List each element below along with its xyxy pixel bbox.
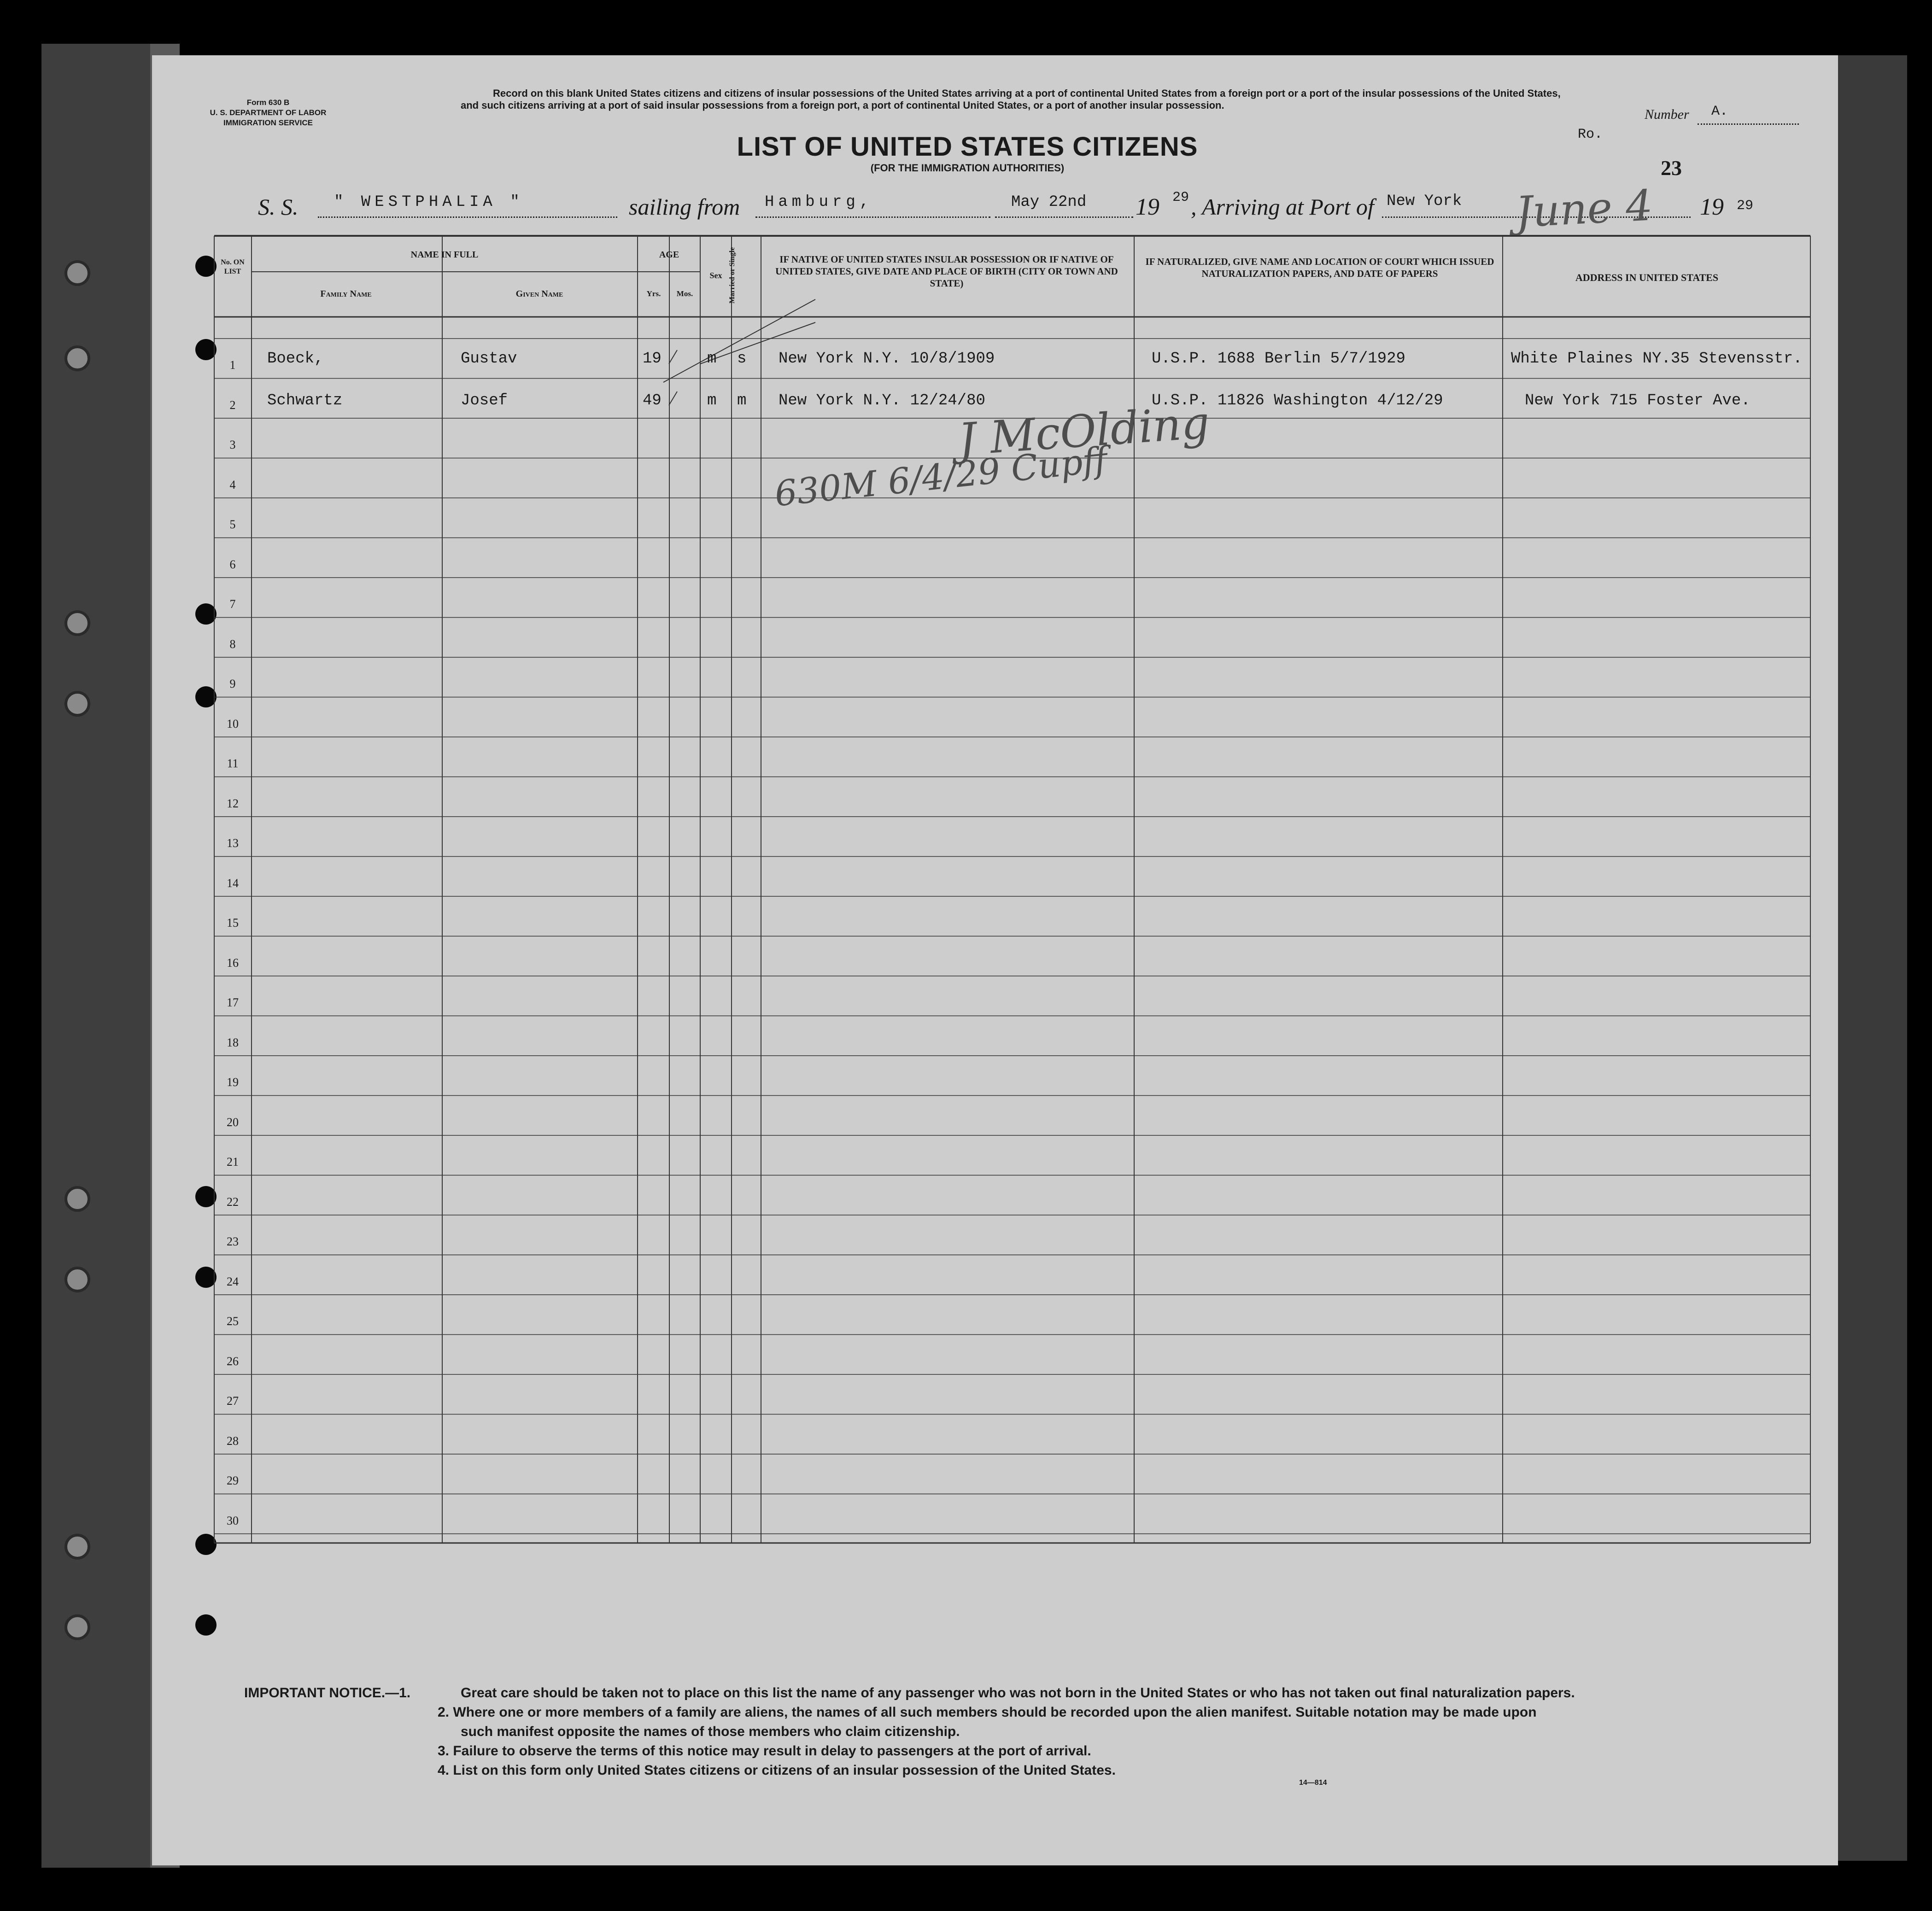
- number-label: Number: [1645, 107, 1689, 122]
- row-number: 20: [227, 1115, 239, 1129]
- handwritten-signature: J McOlding: [956, 397, 1212, 466]
- given-name-cell: Josef: [461, 392, 508, 409]
- row-number: 18: [227, 1035, 239, 1049]
- header-yrs: Yrs.: [646, 289, 661, 298]
- row-number: 5: [229, 518, 236, 531]
- marital-status-cell: m: [737, 392, 747, 409]
- row-number: 6: [229, 557, 236, 571]
- age-years-cell: 49: [643, 392, 662, 409]
- form-number: Form 630 B: [246, 98, 290, 107]
- form-subtitle: (FOR THE IMMIGRATION AUTHORITIES): [870, 162, 1065, 174]
- row-number: 30: [227, 1514, 239, 1527]
- row-number: 4: [229, 478, 236, 491]
- row-number: 1: [229, 358, 236, 372]
- row-number: 22: [227, 1195, 239, 1209]
- notice-item-2: 2. Where one or more members of a family are aliens, the names of all such members should be recorded upon the alien manifest. Suitable notation may be made upon: [438, 1705, 1537, 1720]
- row-number: 11: [227, 757, 239, 770]
- notice-item-4: 4. List on this form only United States citizens or citizens of an insular possession of the United States.: [438, 1763, 1116, 1778]
- ro-label: Ro.: [1578, 127, 1603, 142]
- row-number: 24: [227, 1274, 239, 1288]
- date-from: May 22nd: [1011, 193, 1087, 211]
- form-title: LIST OF UNITED STATES CITIZENS: [737, 132, 1198, 162]
- notice-heading: IMPORTANT NOTICE.—1.: [244, 1685, 411, 1701]
- header-address: ADDRESS IN UNITED STATES: [1575, 272, 1719, 283]
- row-number: 9: [229, 677, 236, 690]
- header-birth: IF NATIVE OF UNITED STATES INSULAR POSSESSION OR IF NATIVE OF UNITED STATES, GIVE DATE AND PLACE OF BIRTH (CITY OR TOWN AND STATE): [775, 254, 1118, 289]
- row-number: 23: [227, 1235, 239, 1248]
- address-cell: White Plaines NY.35 Stevensstr.: [1511, 350, 1803, 368]
- row-number: 28: [227, 1434, 239, 1448]
- header-given-name: Given Name: [515, 289, 563, 299]
- row-number: 17: [227, 996, 239, 1009]
- ship-name: " WESTPHALIA ": [334, 193, 524, 211]
- family-name-cell: Schwartz: [267, 392, 343, 409]
- notice-item-3: 3. Failure to observe the terms of this notice may result in delay to passengers at the port of arrival.: [438, 1743, 1091, 1759]
- number-value: A.: [1711, 104, 1728, 119]
- header-age: AGE: [659, 250, 679, 260]
- row-number: 10: [227, 717, 239, 731]
- department-name: U. S. DEPARTMENT OF LABOR: [210, 108, 327, 117]
- port-to: New York: [1387, 193, 1462, 210]
- row-number: 7: [229, 597, 236, 611]
- sex-cell: m: [707, 392, 717, 409]
- header-name-in-full: NAME IN FULL: [410, 250, 479, 260]
- row-number: 29: [227, 1474, 239, 1487]
- row-number: 15: [227, 916, 239, 929]
- row-number: 2: [229, 398, 236, 412]
- year-prefix-to: 19: [1700, 194, 1724, 220]
- arriving-label: , Arriving at Port of: [1191, 194, 1374, 220]
- header-family-name: Family Name: [320, 289, 372, 299]
- birth-cell: New York N.Y. 10/8/1909: [779, 350, 995, 368]
- sex-cell: m: [707, 350, 717, 368]
- ss-label: S. S.: [258, 194, 299, 220]
- sailing-label: sailing from: [629, 194, 740, 220]
- family-name-cell: Boeck,: [267, 350, 324, 368]
- arrival-date-handwritten: June 4: [1514, 181, 1654, 237]
- notice-item-2-cont: such manifest opposite the names of those members who claim citizenship.: [461, 1724, 960, 1739]
- port-from: Hamburg,: [765, 193, 873, 211]
- row-number: 21: [227, 1155, 239, 1169]
- address-cell: New York 715 Foster Ave.: [1525, 392, 1751, 409]
- age-years-cell: 19: [643, 350, 662, 368]
- service-name: IMMIGRATION SERVICE: [223, 118, 313, 127]
- row-number: 27: [227, 1394, 239, 1408]
- birth-cell: New York N.Y. 12/24/80: [779, 392, 985, 409]
- naturalization-cell: U.S.P. 1688 Berlin 5/7/1929: [1152, 350, 1405, 368]
- row-number: 8: [229, 637, 236, 651]
- row-number: 25: [227, 1315, 239, 1328]
- record-instructions: Record on this blank United States citizens and citizens of insular possessions of the United States arriving at a port of continental United States from a foreign port or a port of the insular possessions of the United States, and such citizens arriving at a port of said insular possessions from a foreign port, a port of continental United States, or a port of another insular possession.: [461, 88, 1561, 111]
- row-number: 26: [227, 1354, 239, 1368]
- header-sex: Sex: [709, 271, 722, 280]
- header-naturalized: IF NATURALIZED, GIVE NAME AND LOCATION OF COURT WHICH ISSUED NATURALIZATION PAPERS, AND DATE OF PAPERS: [1145, 256, 1494, 279]
- header-mos: Mos.: [676, 289, 693, 298]
- year-suffix-to: 29: [1737, 198, 1754, 214]
- marital-status-cell: s: [737, 350, 747, 368]
- given-name-cell: Gustav: [461, 350, 517, 368]
- row-number: 3: [229, 438, 236, 451]
- header-no-on-list: No. ON LIST: [221, 258, 245, 275]
- footer-code: 14—814: [1299, 1779, 1327, 1787]
- row-number: 16: [227, 956, 239, 970]
- notice-item-1: Great care should be taken not to place on this list the name of any passenger who was not born in the United States or who has not taken out final naturalization papers.: [461, 1685, 1575, 1701]
- page-number: 23: [1661, 156, 1682, 180]
- row-number: 12: [227, 796, 239, 810]
- year-suffix-from: 29: [1172, 190, 1189, 205]
- handwritten-annotation: 630M 6/4/29 Cupff: [773, 438, 1110, 514]
- header-married-or-single: Married or Single: [728, 247, 736, 304]
- row-number: 14: [227, 876, 239, 890]
- row-number: 19: [227, 1075, 239, 1089]
- naturalization-cell: U.S.P. 11826 Washington 4/12/29: [1152, 392, 1443, 409]
- row-number: 13: [227, 836, 239, 850]
- year-prefix-from: 19: [1136, 194, 1159, 220]
